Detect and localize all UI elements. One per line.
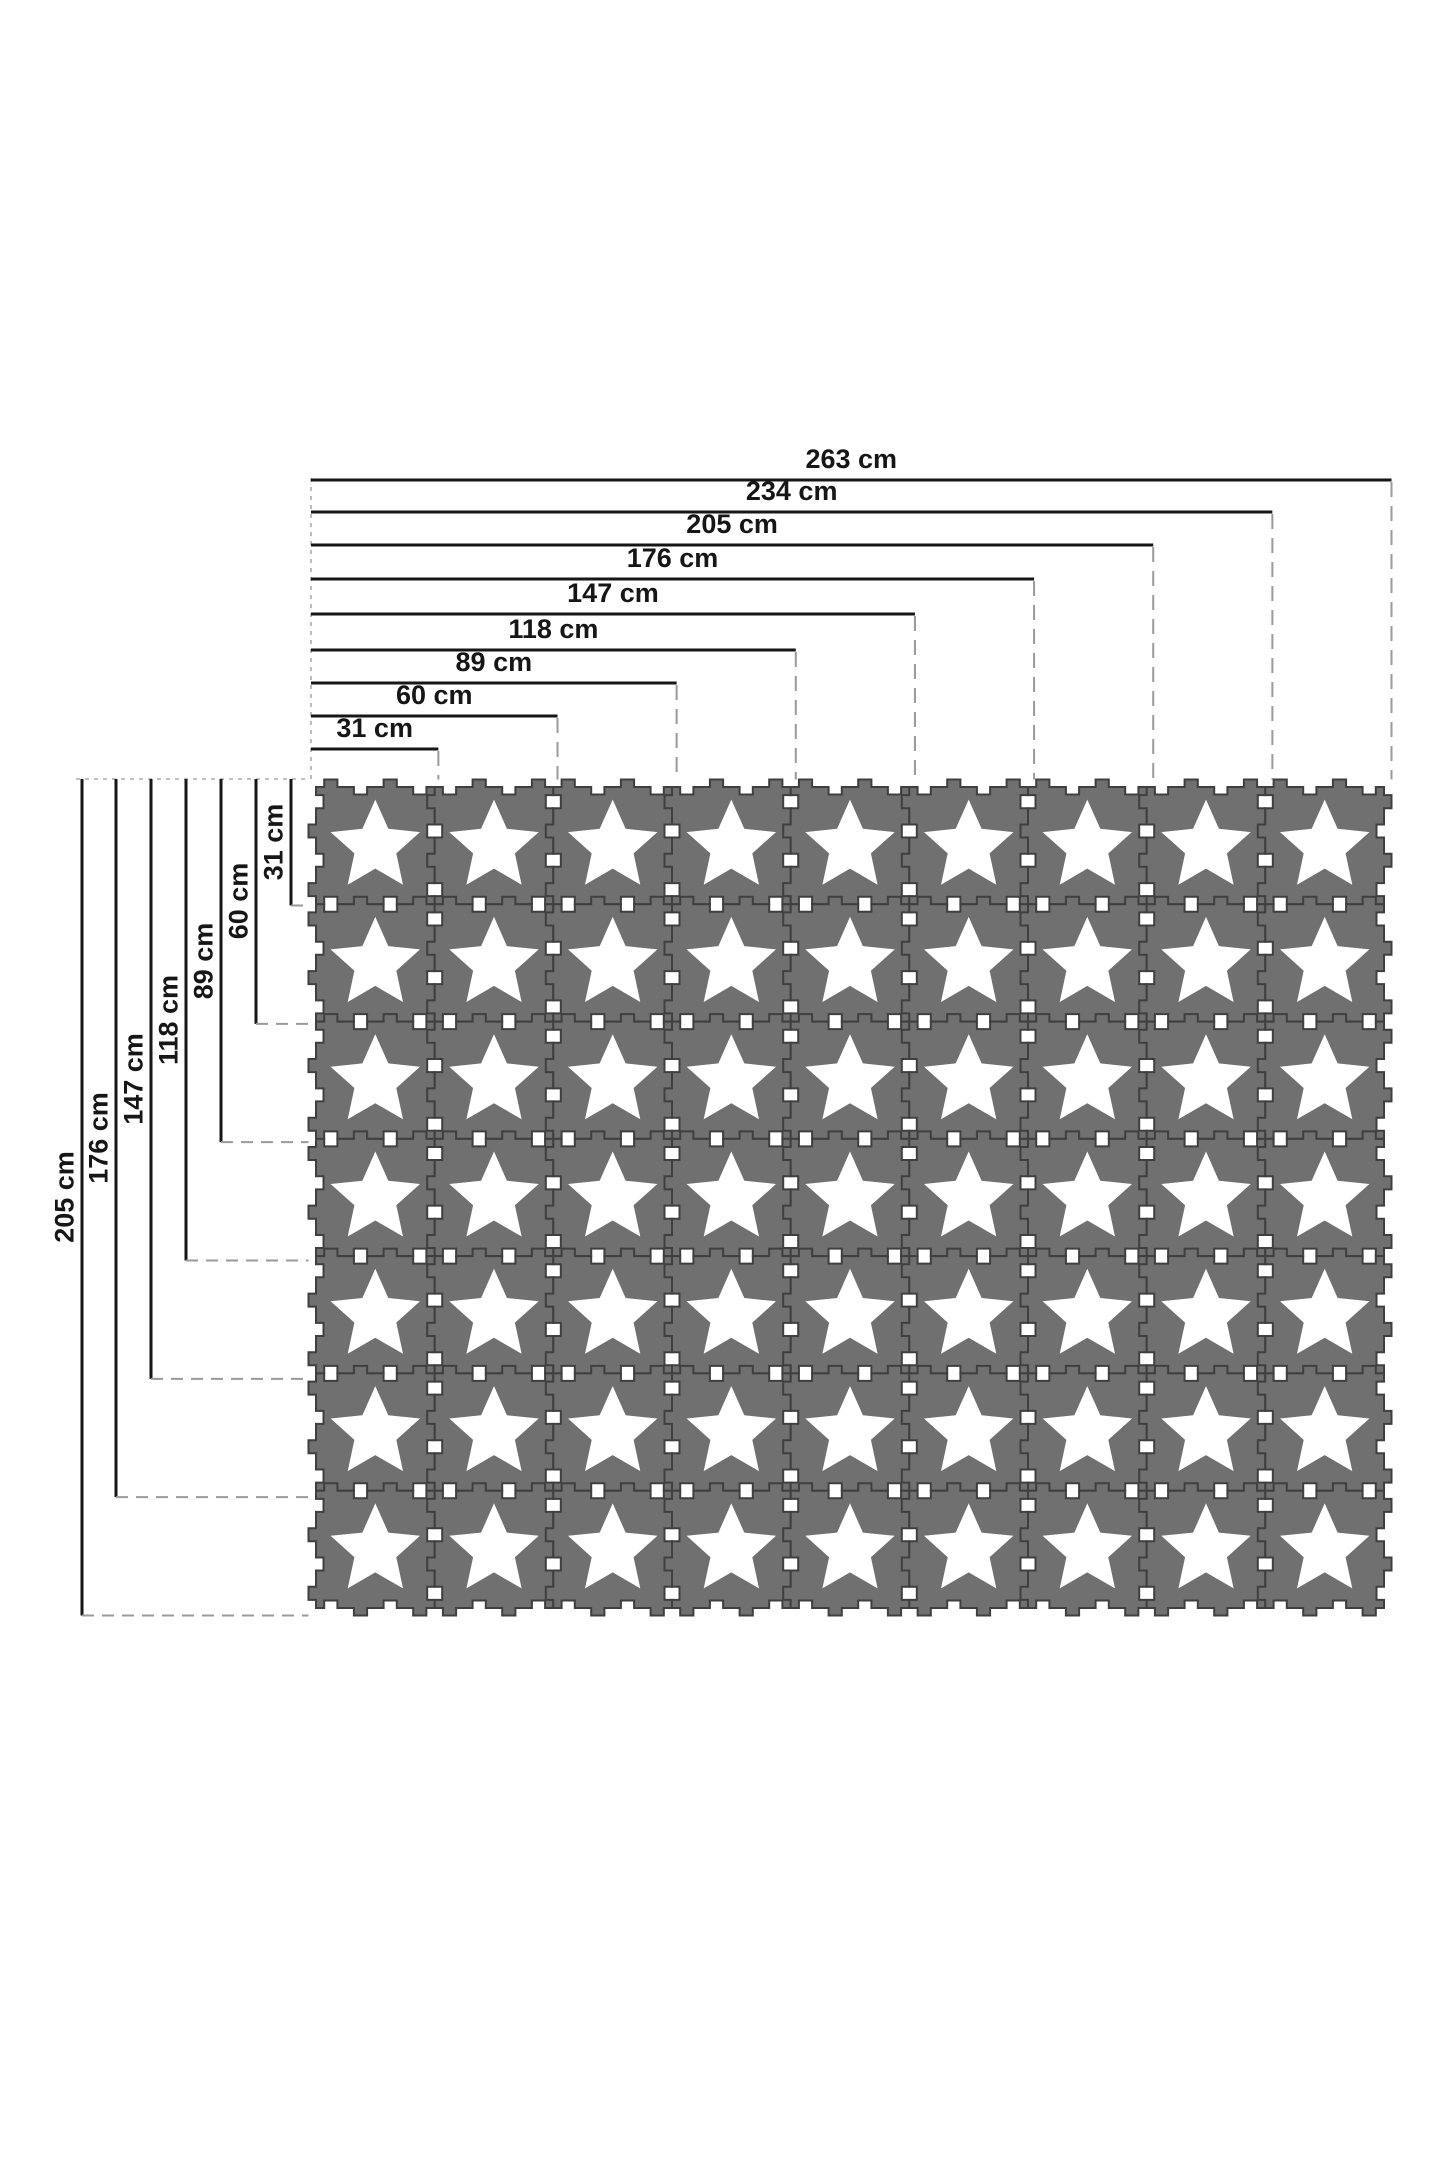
- dim-label-top-176: 176 cm: [626, 543, 719, 573]
- dim-label-top-234: 234 cm: [745, 476, 838, 506]
- dim-label-top-263: 263 cm: [805, 444, 898, 474]
- dim-label-left-205: 205 cm: [49, 1151, 80, 1244]
- dim-label-top-118: 118 cm: [508, 614, 599, 644]
- dim-label-left-89: 89 cm: [188, 922, 219, 999]
- dim-label-left-147: 147 cm: [118, 1033, 149, 1125]
- dim-label-top-60: 60 cm: [395, 680, 473, 710]
- dim-label-left-118: 118 cm: [153, 974, 184, 1065]
- dim-label-top-147: 147 cm: [567, 578, 659, 608]
- dim-label-left-176: 176 cm: [83, 1092, 114, 1184]
- dim-label-left-60: 60 cm: [223, 863, 254, 940]
- dim-label-top-205: 205 cm: [686, 509, 778, 539]
- dim-label-top-31: 31 cm: [336, 713, 413, 743]
- dim-label-top-89: 89 cm: [455, 647, 533, 677]
- dim-label-left-31: 31 cm: [258, 803, 289, 881]
